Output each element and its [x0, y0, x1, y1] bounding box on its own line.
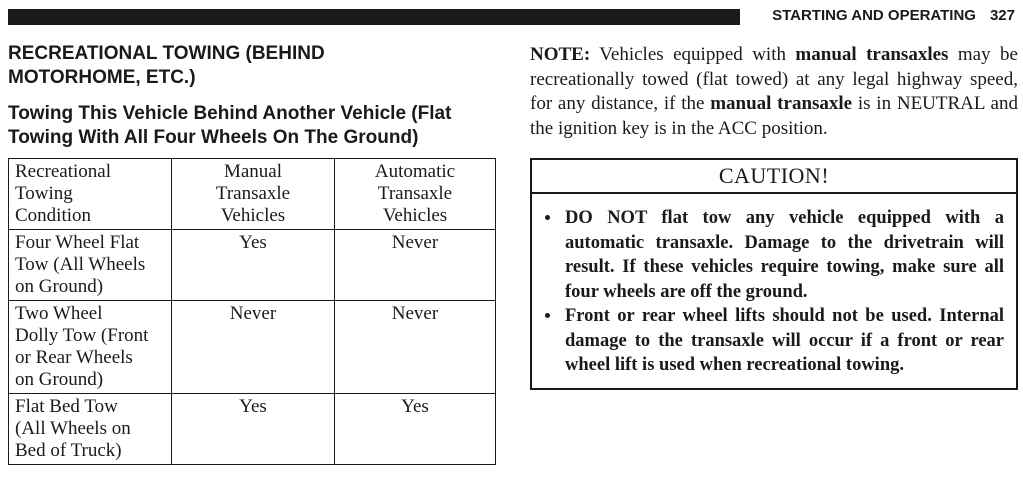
header-section: STARTING AND OPERATING [772, 7, 976, 24]
header-rule [8, 9, 740, 25]
note-emphasis: manual transaxle [710, 93, 853, 114]
subsection-title [8, 102, 496, 150]
cell-text: on Ground) [15, 369, 104, 390]
right-column [530, 43, 1018, 141]
cell-text: on Ground) [15, 276, 104, 297]
caution-title: CAUTION! [532, 160, 1016, 194]
note-paragraph [530, 43, 1018, 141]
table-row [9, 230, 496, 301]
table-row [9, 394, 496, 465]
header-text: Vehicles [220, 205, 286, 226]
running-header [772, 7, 1015, 24]
automatic-cell: Yes [335, 394, 496, 465]
note-text: may be recreationally towed (flat towed) at any legal highway speed, for any distance, if the [530, 44, 1018, 114]
manual-cell: Never [172, 301, 335, 394]
table-header-row [9, 159, 496, 230]
header-text: Transaxle [377, 183, 453, 204]
header-text: Transaxle [215, 183, 291, 204]
cell-text: Tow (All Wheels [15, 254, 146, 275]
subsection-title-line2: Towing With All Four Wheels On The Ground) [8, 127, 419, 148]
manual-cell: Yes [172, 230, 335, 301]
caution-list [532, 194, 1016, 388]
note-text: Vehicles equipped with [590, 44, 796, 65]
header-text: Vehicles [382, 205, 448, 226]
automatic-cell: Never [335, 230, 496, 301]
caution-item: • DO NOT flat tow any vehicle equipped with a automatic transaxle. Damage to the drivetrain will result. If these vehicles require towing, make sure all four wheels are off the ground. [562, 206, 1004, 304]
note-emphasis: manual transaxles [795, 44, 949, 65]
section-title [8, 42, 496, 90]
header-text: Recreational [15, 161, 112, 182]
left-column [8, 42, 496, 150]
cell-text: or Rear Wheels [15, 347, 133, 368]
automatic-cell: Never [335, 301, 496, 394]
condition-cell [9, 301, 172, 394]
cell-text: Two Wheel [15, 303, 103, 324]
manual-cell: Yes [172, 394, 335, 465]
towing-table [8, 158, 496, 465]
page-number: 327 [989, 7, 1015, 24]
subsection-title-line1: Towing This Vehicle Behind Another Vehicle (Flat [8, 103, 452, 124]
caution-item: • Front or rear wheel lifts should not be used. Internal damage to the transaxle will occur if a front or rear wheel lift is used when recreational towing. [562, 304, 1004, 378]
section-title-line1: RECREATIONAL TOWING (BEHIND [8, 43, 325, 64]
cell-text: Flat Bed Tow [15, 396, 118, 417]
header-manual [172, 159, 335, 230]
header-text: Automatic [374, 161, 456, 182]
header-text: Manual [223, 161, 283, 182]
note-text: is in NEUTRAL and the ignition key is in the ACC position. [530, 93, 1018, 139]
cell-text: Dolly Tow (Front [15, 325, 149, 346]
header-text: Condition [15, 205, 92, 226]
cell-text: Bed of Truck) [15, 440, 122, 461]
section-title-line2: MOTORHOME, ETC.) [8, 67, 196, 88]
header-text: Towing [15, 183, 73, 204]
table-row [9, 301, 496, 394]
condition-cell [9, 394, 172, 465]
header-automatic [335, 159, 496, 230]
condition-cell [9, 230, 172, 301]
cell-text: (All Wheels on [15, 418, 131, 439]
caution-box [530, 158, 1018, 390]
header-condition [9, 159, 172, 230]
note-label: NOTE: [530, 44, 591, 65]
cell-text: Four Wheel Flat [15, 232, 140, 253]
